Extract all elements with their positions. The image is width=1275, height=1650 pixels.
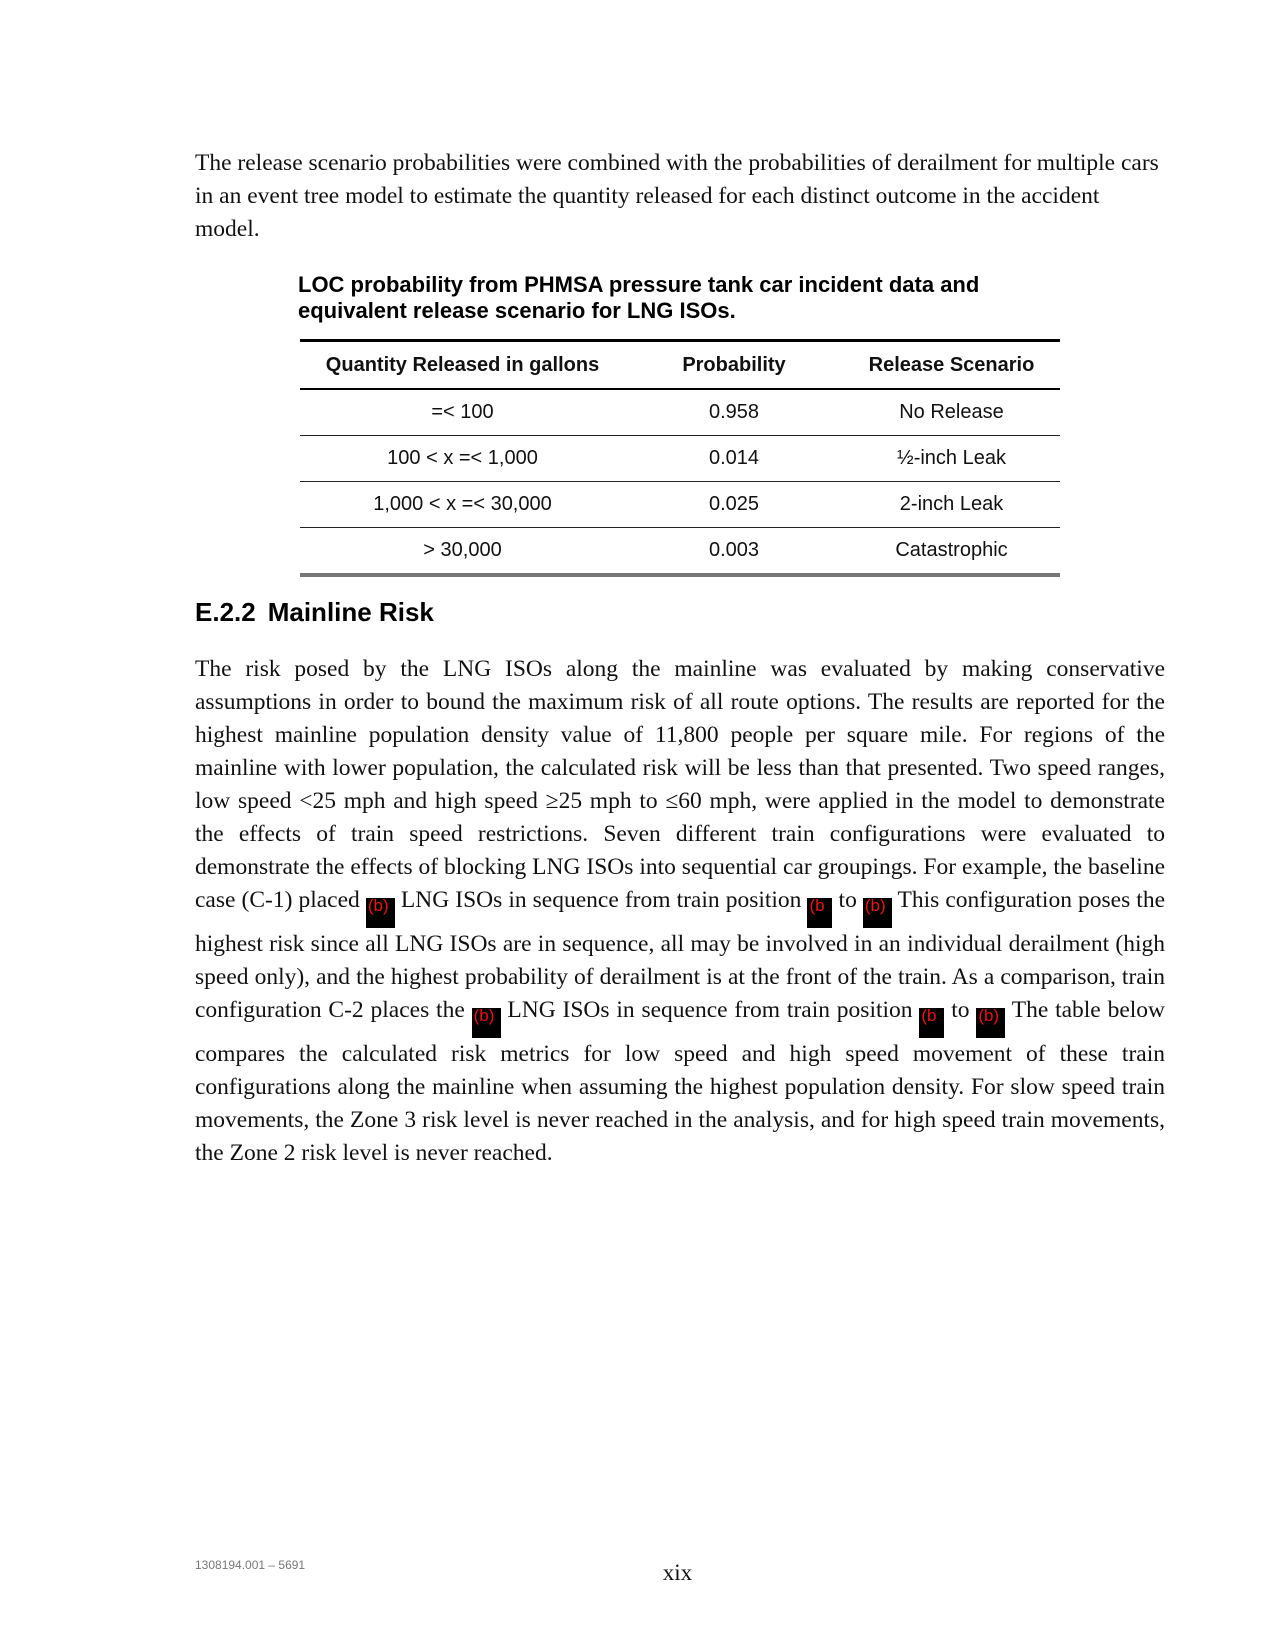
body-text: The risk posed by the LNG ISOs along the mainline was evaluated by making conservative assumptions in order to bound the maximum risk of all route options. The results are reported for the highest mainline population density value of 11,800 people per square mile. For regions of the mainline with lower population, the calculated risk will be less than that presented. Two speed ranges, low speed <25 mph and high speed ≥25 mph to ≤60 mph, were applied in the model to demonstrate the effects of train speed restrictions. Seven different train configurations were evaluated to demonstrate the effects of blocking LNG ISOs into sequential car groupings. For example, the baseline case (C-1) placed	[195, 656, 1165, 913]
cell-release-scenario: Catastrophic	[895, 539, 1008, 561]
redaction-box: (b	[807, 898, 832, 928]
redaction-box: (b)	[976, 1008, 1005, 1038]
cell-release-scenario: No Release	[899, 401, 1004, 423]
cell-probability: 0.003	[708, 539, 760, 561]
table-row	[300, 436, 1060, 482]
table-row	[300, 528, 1060, 576]
body-text: to	[832, 887, 863, 913]
body-text: LNG ISOs in sequence from train position	[500, 997, 920, 1023]
cell-quantity: =< 100	[431, 401, 494, 423]
body-text: LNG ISOs in sequence from train position	[394, 887, 808, 913]
redaction-box: (b)	[366, 898, 395, 928]
cell-probability: 0.025	[708, 493, 760, 515]
cell-probability: 0.958	[708, 401, 760, 423]
document-code: 1308194.001 – 5691	[195, 1558, 306, 1572]
cell-quantity: 100 < x =< 1,000	[387, 447, 538, 469]
cell-probability: 0.014	[708, 447, 760, 469]
body-text: The table below compares the calculated risk metrics for low speed and high speed movement of these train configurations along the mainline when assuming the highest population density. For slow speed train movements, the Zone 3 risk level is never reached in the analysis, and for high speed train movements, the Zone 2 risk level is never reached.	[195, 997, 1165, 1166]
mainline-risk-paragraph	[195, 653, 1165, 1170]
cell-release-scenario: 2-inch Leak	[899, 493, 1004, 515]
table-row	[300, 389, 1060, 436]
column-header-quantity: Quantity Released in gallons	[325, 353, 600, 376]
table-caption: LOC probability from PHMSA pressure tank car incident data and equivalent release scenario for LNG ISOs.	[298, 272, 980, 323]
section-heading	[195, 597, 434, 628]
intro-paragraph: The release scenario probabilities were combined with the probabilities of derailment for multiple cars in an event tree model to estimate the quantity released for each distinct outcome in the accident model.	[195, 150, 1159, 242]
section-title: Mainline Risk	[267, 597, 434, 627]
section-number: E.2.2	[195, 597, 256, 627]
redaction-box: (b)	[472, 1008, 501, 1038]
body-text: to	[944, 997, 977, 1023]
table-row	[300, 482, 1060, 528]
cell-quantity: 1,000 < x =< 30,000	[373, 493, 552, 515]
redaction-box: (b)	[863, 898, 892, 928]
column-header-release-scenario: Release Scenario	[868, 353, 1035, 376]
page-number: xix	[662, 1560, 693, 1585]
cell-quantity: > 30,000	[423, 539, 502, 561]
table-header-row	[300, 341, 1060, 390]
redaction-box: (b	[919, 1008, 944, 1038]
loc-probability-table	[300, 339, 1060, 577]
column-header-probability: Probability	[682, 353, 786, 376]
body-text: This configuration poses the highest risk since all LNG ISOs are in sequence, all may be involved in an individual derailment (high speed only), and the highest probability of derailment is at the front of the train. As a comparison, train configuration C-2 places the	[195, 887, 1166, 1023]
cell-release-scenario: ½-inch Leak	[897, 447, 1006, 469]
